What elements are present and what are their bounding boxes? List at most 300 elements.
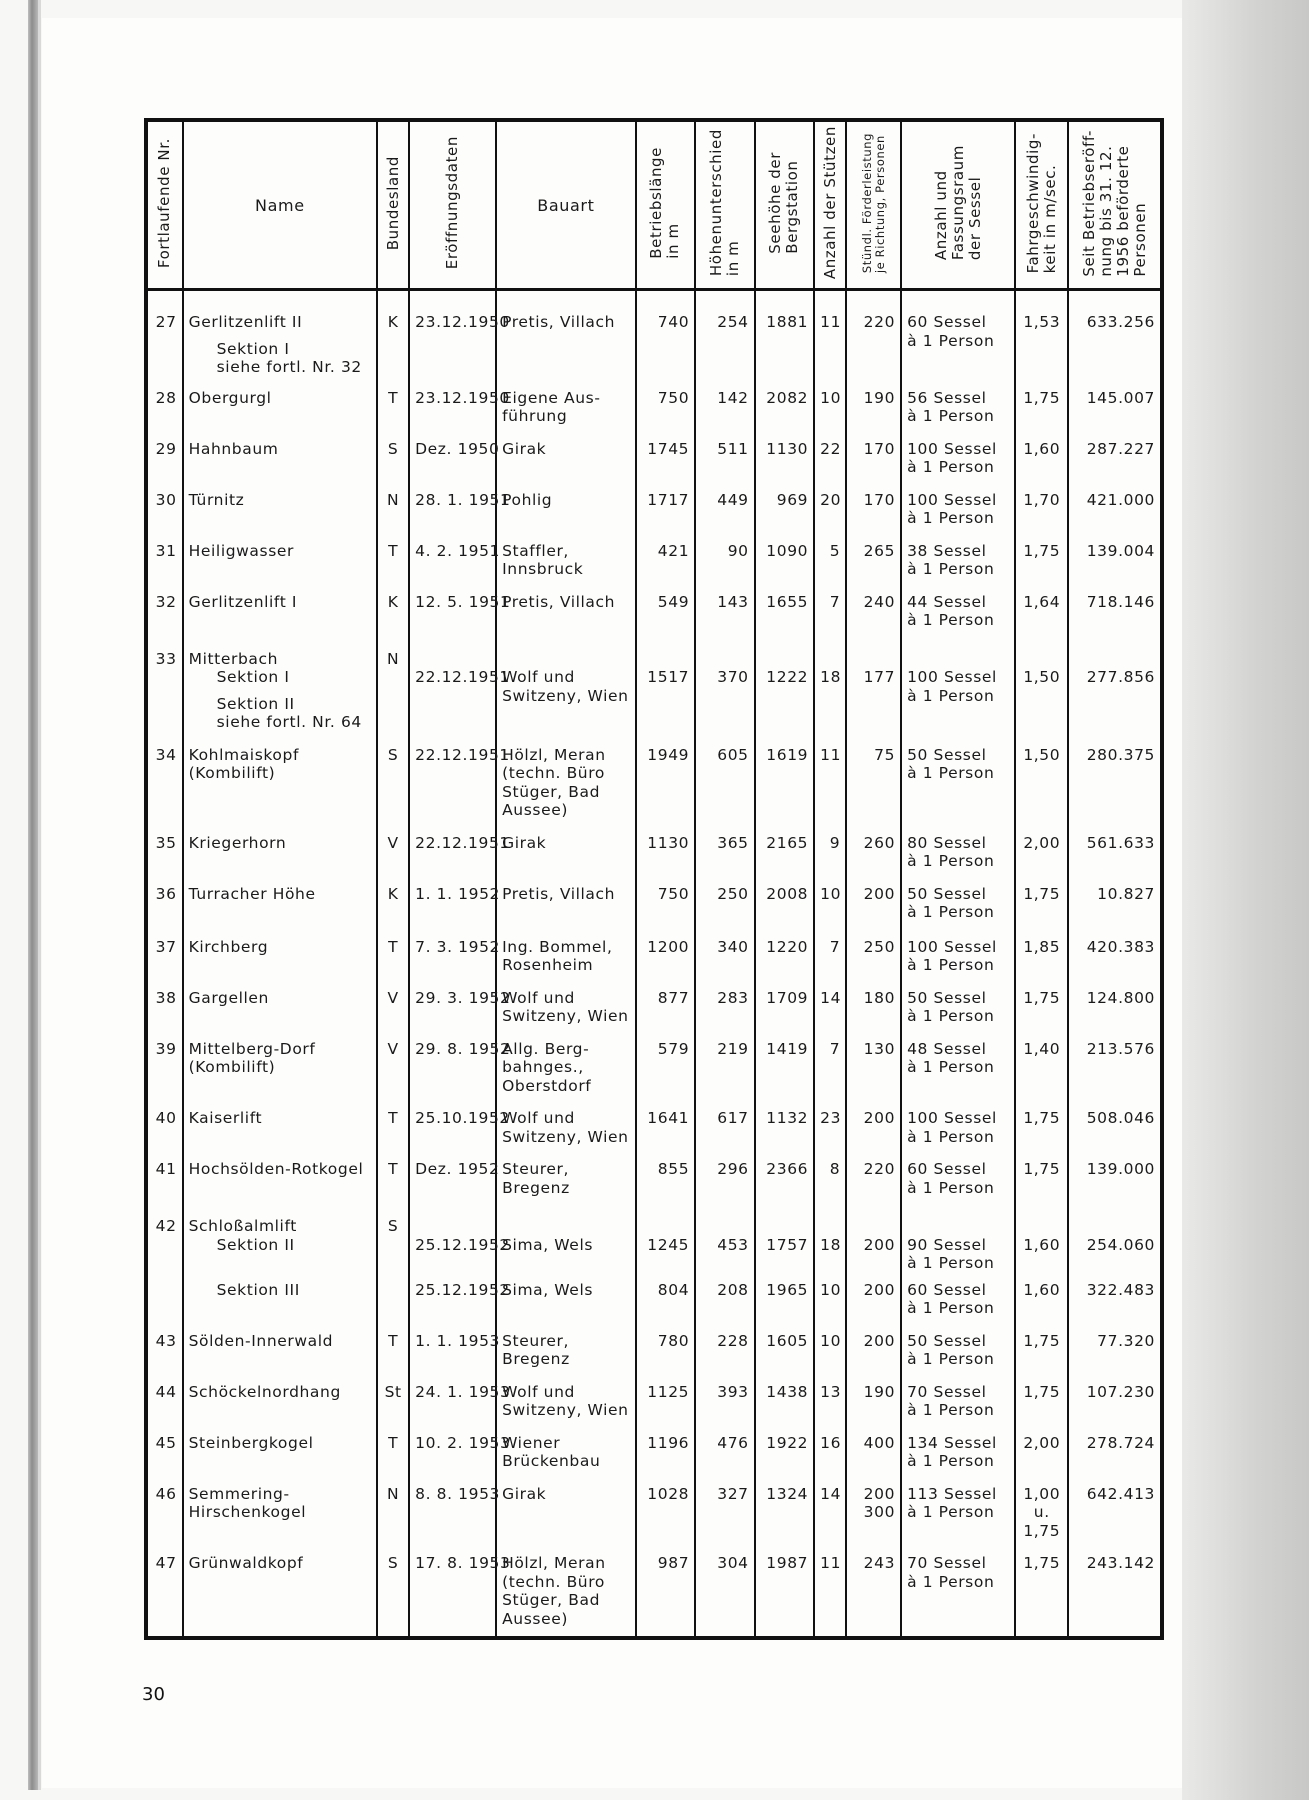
cell-eroeffnung <box>409 388 510 440</box>
cell-seehoehe <box>755 1383 814 1434</box>
height-diff-value: 449 <box>717 490 749 509</box>
cell-laenge <box>636 885 695 938</box>
cell-eroeffnung <box>409 833 510 885</box>
persons-transported: 139.004 <box>1086 541 1155 560</box>
cell-seehoehe <box>755 989 814 1040</box>
cell-laenge <box>636 593 695 650</box>
cell-bundesland <box>377 1040 409 1110</box>
persons-transported: 718.146 <box>1086 592 1155 611</box>
cell-persons <box>1068 1217 1162 1281</box>
cell-sessel <box>901 491 1015 542</box>
speed-value: 1,75 <box>1023 1382 1061 1401</box>
cell-foerder <box>846 1281 901 1332</box>
cell-bauart <box>496 1383 636 1434</box>
cell-laenge <box>636 1281 695 1332</box>
manufacturer: Oberstdorf <box>502 1076 592 1095</box>
length-value: 1641 <box>647 1109 690 1127</box>
cell-foerder <box>846 1109 901 1160</box>
cell-speed <box>1015 885 1068 938</box>
length-value: 804 <box>657 1280 690 1299</box>
chair-count: 60 Sessel <box>907 1280 987 1299</box>
height-diff-value: 142 <box>717 388 749 407</box>
cell-foerder <box>846 1434 901 1485</box>
cell-name <box>183 542 378 593</box>
cell-eroeffnung <box>409 1217 510 1281</box>
manufacturer: Rosenheim <box>502 956 594 974</box>
cell-nr <box>146 389 183 440</box>
next-page-edge <box>1182 0 1309 1800</box>
manufacturer: Wolf und <box>502 1382 575 1401</box>
hourly-capacity: 190 <box>863 1382 896 1401</box>
bundesland-code: S <box>387 745 399 764</box>
cell-name <box>183 1109 378 1160</box>
bundesland-code: K <box>387 592 399 611</box>
persons-transported: 280.375 <box>1086 745 1155 764</box>
book-binding-edge <box>28 0 38 1790</box>
cell-nr <box>146 1383 183 1434</box>
cell-bundesland <box>377 834 409 885</box>
cell-name <box>183 650 378 746</box>
cell-bauart <box>496 290 636 389</box>
cell-stuetzen <box>814 1332 846 1383</box>
cell-speed <box>1015 1160 1068 1217</box>
cell-hoehe <box>695 389 754 440</box>
speed-value: 1,75 <box>1023 1554 1061 1572</box>
height-diff-value: 327 <box>717 1484 749 1503</box>
height-diff-value: 90 <box>727 541 749 560</box>
table-row <box>146 290 1162 389</box>
chair-count: 70 Sessel <box>907 1382 987 1401</box>
cell-stuetzen <box>814 542 846 593</box>
cell-seehoehe <box>755 746 814 834</box>
persons-transported: 124.800 <box>1086 988 1155 1007</box>
chair-count: à 1 Person <box>907 686 995 705</box>
top-station-altitude: 1324 <box>766 1484 809 1503</box>
cell-stuetzen <box>814 746 846 834</box>
speed-value: 1,75 <box>1023 1160 1061 1178</box>
cell-seehoehe <box>755 650 814 746</box>
cell-stuetzen <box>814 440 846 491</box>
cell-name <box>183 1485 378 1555</box>
cell-sessel <box>901 1040 1015 1110</box>
manufacturer: Wolf und <box>502 668 575 686</box>
chair-count: à 1 Person <box>907 852 995 870</box>
cell-laenge <box>636 1434 695 1485</box>
hourly-capacity: 220 <box>863 313 896 331</box>
cell-sessel <box>901 389 1015 440</box>
cell-bundesland <box>377 593 409 650</box>
top-station-altitude: 1090 <box>766 541 809 560</box>
hourly-capacity: 180 <box>863 988 896 1007</box>
manufacturer: Allg. Berg- <box>502 1039 590 1058</box>
chair-count: 134 Sessel <box>907 1433 997 1452</box>
pylon-count: 14 <box>820 1484 842 1503</box>
cell-eroeffnung <box>409 1382 511 1434</box>
manufacturer: Steurer, <box>502 1160 570 1178</box>
cell-sessel <box>901 440 1015 491</box>
cell-stuetzen <box>814 1434 846 1485</box>
chair-count: 56 Sessel <box>907 388 987 407</box>
cell-bauart <box>496 593 636 650</box>
chair-count: à 1 Person <box>907 1058 995 1076</box>
row-number: 30 <box>155 490 177 509</box>
cell-hoehe <box>695 1485 754 1555</box>
lift-name: Hirschenkogel <box>188 1503 307 1521</box>
cell-persons <box>1068 1434 1162 1485</box>
length-value: 1517 <box>647 668 690 686</box>
row-number: 41 <box>155 1160 177 1178</box>
cell-bundesland <box>377 746 409 834</box>
pylon-count: 10 <box>820 388 842 407</box>
chair-count: à 1 Person <box>907 611 995 629</box>
lift-name: Mitterbach <box>188 649 279 668</box>
chair-count: à 1 Person <box>907 560 995 578</box>
cell-name <box>183 1040 378 1110</box>
lift-name: Kirchberg <box>188 937 269 956</box>
cross-reference-note: Sektion II <box>216 694 295 713</box>
cell-foerder <box>846 1160 901 1217</box>
height-diff-value: 296 <box>717 1160 749 1178</box>
hourly-capacity: 190 <box>863 388 896 407</box>
chair-count: à 1 Person <box>907 407 995 425</box>
opening-date: 23.12.1950 <box>415 313 510 331</box>
row-number: 27 <box>155 313 177 331</box>
cell-bauart <box>496 1332 636 1383</box>
cell-foerder <box>846 1485 901 1555</box>
cell-nr <box>146 989 183 1040</box>
cell-persons <box>1068 1109 1162 1160</box>
manufacturer: Wiener <box>502 1433 561 1452</box>
header-nr-label: Fortlaufende Nr. <box>155 137 174 269</box>
cell-stuetzen <box>814 1281 846 1332</box>
row-number: 40 <box>155 1109 177 1127</box>
speed-value: 1,75 <box>1023 1521 1061 1540</box>
cell-bundesland <box>377 650 409 746</box>
bundesland-code: V <box>387 833 399 852</box>
cell-hoehe <box>695 1040 754 1110</box>
cell-laenge <box>636 1383 695 1434</box>
bundesland-code: V <box>387 988 399 1007</box>
cell-bauart <box>496 1160 636 1217</box>
header-bauart-label: Bauart <box>537 195 595 215</box>
cell-sessel <box>901 1383 1015 1434</box>
table-row <box>146 1554 1162 1638</box>
header-laenge-label: Betriebslänge in m <box>647 147 683 259</box>
pylon-count: 7 <box>829 592 841 611</box>
speed-value: 1,50 <box>1023 668 1061 686</box>
lift-name: Heiligwasser <box>188 541 294 560</box>
cell-persons <box>1068 1383 1162 1434</box>
row-number: 36 <box>155 884 177 903</box>
cell-seehoehe <box>755 1332 814 1383</box>
cell-bauart <box>496 1485 636 1555</box>
bundesland-code: S <box>387 439 399 458</box>
cell-seehoehe <box>755 885 814 938</box>
chair-count: à 1 Person <box>907 1007 995 1025</box>
cell-sessel <box>901 1332 1015 1383</box>
top-station-altitude: 1922 <box>766 1433 809 1452</box>
manufacturer: Innsbruck <box>502 560 584 578</box>
header-foerder <box>846 120 901 290</box>
opening-date: 28. 1. 1951 <box>415 490 511 509</box>
cell-hoehe <box>695 593 754 650</box>
pylon-count: 11 <box>820 745 842 764</box>
speed-value: 1,60 <box>1023 1235 1061 1254</box>
top-station-altitude: 1987 <box>766 1554 809 1572</box>
manufacturer: Hölzl, Meran <box>502 745 606 764</box>
height-diff-value: 365 <box>717 833 749 852</box>
row-number: 35 <box>155 833 177 852</box>
cell-seehoehe <box>755 290 814 389</box>
cell-laenge <box>636 1160 695 1217</box>
cell-laenge <box>636 989 695 1040</box>
cell-nr <box>146 746 183 834</box>
header-laenge <box>636 120 695 290</box>
cell-bauart <box>496 938 636 989</box>
cell-hoehe <box>695 989 754 1040</box>
length-value: 1125 <box>647 1382 690 1401</box>
table-row <box>146 989 1162 1040</box>
speed-value: 1,70 <box>1023 490 1061 509</box>
length-value: 750 <box>657 884 690 903</box>
chair-count: 100 Sessel <box>907 937 997 956</box>
pylon-count: 9 <box>829 833 841 852</box>
opening-date: 22.12.1951 <box>415 833 510 852</box>
cell-laenge <box>636 1217 695 1281</box>
length-value: 1717 <box>647 490 690 509</box>
page-number: 30 <box>142 1684 165 1705</box>
cell-bundesland <box>377 440 409 491</box>
hourly-capacity: 200 <box>863 1331 896 1350</box>
cell-bauart <box>496 1217 636 1281</box>
cell-seehoehe <box>755 440 814 491</box>
cell-foerder <box>846 650 901 746</box>
opening-date: 10. 2. 1953 <box>415 1433 511 1452</box>
pylon-count: 18 <box>820 1235 842 1254</box>
cell-name <box>183 989 378 1040</box>
row-number: 32 <box>155 592 177 611</box>
cell-persons <box>1068 389 1162 440</box>
manufacturer: Hölzl, Meran <box>502 1554 606 1572</box>
manufacturer: Girak <box>502 1484 547 1503</box>
cell-eroeffnung <box>409 1280 510 1332</box>
opening-date: 23.12.1950 <box>415 388 510 407</box>
cell-speed <box>1015 989 1068 1040</box>
header-stuetzen <box>814 120 846 290</box>
table-row <box>146 1485 1162 1555</box>
cell-eroeffnung <box>409 745 510 834</box>
manufacturer: Wolf und <box>502 1109 575 1127</box>
table-row <box>146 938 1162 989</box>
cell-hoehe <box>695 938 754 989</box>
cell-stuetzen <box>814 389 846 440</box>
opening-date: 8. 8. 1953 <box>415 1484 501 1503</box>
cell-stuetzen <box>814 1217 846 1281</box>
lift-name: Schloßalmlift <box>188 1217 297 1235</box>
persons-transported: 10.827 <box>1097 884 1155 903</box>
cell-hoehe <box>695 1434 754 1485</box>
cross-reference-note: Sektion I <box>216 339 290 358</box>
lift-name: Kriegerhorn <box>188 833 287 852</box>
cell-persons <box>1068 650 1162 746</box>
cell-eroeffnung <box>409 290 510 389</box>
manufacturer: Pohlig <box>502 490 553 509</box>
pylon-count: 5 <box>829 541 841 560</box>
cell-sessel <box>901 1109 1015 1160</box>
table-header <box>146 120 1162 290</box>
chair-count: 70 Sessel <box>907 1554 987 1572</box>
pylon-count: 13 <box>820 1382 842 1401</box>
chair-count: 90 Sessel <box>907 1235 987 1254</box>
hourly-capacity: 243 <box>863 1554 896 1572</box>
cell-name <box>183 1383 378 1434</box>
chair-count: 50 Sessel <box>907 1331 987 1350</box>
bundesland-code: T <box>388 1331 399 1350</box>
cell-persons <box>1068 1281 1162 1332</box>
cell-name <box>183 1217 378 1281</box>
speed-value: u. <box>1033 1503 1050 1521</box>
manufacturer: Brückenbau <box>502 1452 601 1470</box>
cell-laenge <box>636 746 695 834</box>
bundesland-code: T <box>388 1433 399 1452</box>
hourly-capacity: 250 <box>863 937 896 956</box>
cell-foerder <box>846 938 901 989</box>
table-row <box>146 1332 1162 1383</box>
height-diff-value: 370 <box>717 668 749 686</box>
cell-bauart <box>496 491 636 542</box>
cell-foerder <box>846 491 901 542</box>
manufacturer: Switzeny, Wien <box>502 1401 629 1419</box>
pylon-count: 20 <box>820 490 842 509</box>
cell-speed <box>1015 1040 1068 1110</box>
cell-bauart <box>496 1109 636 1160</box>
table-row <box>146 1040 1162 1110</box>
row-number: 37 <box>155 937 177 956</box>
cell-bundesland <box>377 290 409 389</box>
row-number: 34 <box>155 745 177 764</box>
manufacturer: Wolf und <box>502 988 575 1007</box>
header-hoehe <box>695 120 754 290</box>
cell-name <box>183 491 378 542</box>
cell-nr <box>146 491 183 542</box>
cell-sessel <box>901 1485 1015 1555</box>
manufacturer: Sima, Wels <box>502 1235 594 1254</box>
chair-count: 100 Sessel <box>907 1109 997 1127</box>
cell-name <box>183 834 378 885</box>
lift-name: Kaiserlift <box>188 1109 263 1127</box>
cell-bundesland <box>377 491 409 542</box>
top-station-altitude: 2366 <box>766 1160 809 1178</box>
manufacturer: Ing. Bommel, <box>502 937 613 956</box>
cell-seehoehe <box>755 1281 814 1332</box>
cell-hoehe <box>695 1109 754 1160</box>
manufacturer: Stüger, Bad <box>502 1591 601 1609</box>
cell-foerder <box>846 1040 901 1110</box>
cell-foerder <box>846 593 901 650</box>
pylon-count: 11 <box>820 313 842 331</box>
section-label: Sektion I <box>216 668 290 686</box>
cell-foerder <box>846 1332 901 1383</box>
hourly-capacity: 220 <box>863 1160 896 1178</box>
chair-count: à 1 Person <box>907 1254 995 1272</box>
persons-transported: 254.060 <box>1086 1235 1155 1254</box>
header-bundesland <box>377 120 409 290</box>
pylon-count: 18 <box>820 668 842 686</box>
top-station-altitude: 1709 <box>766 988 809 1007</box>
cell-hoehe <box>695 491 754 542</box>
cell-name <box>183 1281 378 1332</box>
cell-nr <box>146 1160 183 1217</box>
chair-count: 50 Sessel <box>907 988 987 1007</box>
height-diff-value: 393 <box>717 1382 749 1401</box>
bundesland-code: K <box>387 313 399 331</box>
length-value: 877 <box>657 988 690 1007</box>
cell-persons <box>1068 1160 1162 1217</box>
cell-persons <box>1068 593 1162 650</box>
opening-date: 7. 3. 1952 <box>415 937 501 956</box>
top-station-altitude: 1757 <box>766 1235 809 1254</box>
speed-value: 1,85 <box>1023 937 1061 956</box>
manufacturer: (techn. Büro <box>502 764 605 782</box>
cell-foerder <box>846 1217 901 1281</box>
cell-name <box>183 593 378 650</box>
cell-bundesland <box>377 989 409 1040</box>
cell-hoehe <box>695 885 754 938</box>
cell-stuetzen <box>814 1109 846 1160</box>
chair-count: à 1 Person <box>907 903 995 921</box>
cell-stuetzen <box>814 1160 846 1217</box>
cell-hoehe <box>695 834 754 885</box>
chair-count: à 1 Person <box>907 1401 995 1419</box>
cell-sessel <box>901 1554 1015 1638</box>
manufacturer: Pretis, Villach <box>502 884 616 903</box>
speed-value: 1,75 <box>1023 388 1061 407</box>
speed-value: 1,75 <box>1023 988 1061 1007</box>
pylon-count: 14 <box>820 988 842 1007</box>
speed-value: 1,64 <box>1023 592 1061 611</box>
chair-count: 38 Sessel <box>907 541 987 560</box>
cell-speed <box>1015 834 1068 885</box>
cell-hoehe <box>695 650 754 746</box>
length-value: 1200 <box>647 937 690 956</box>
chair-count: à 1 Person <box>907 1299 995 1317</box>
opening-date: Dez. 1952 <box>415 1160 500 1178</box>
manufacturer: Stüger, Bad <box>502 782 601 801</box>
cell-bauart <box>496 746 636 834</box>
cell-nr <box>146 938 183 989</box>
cell-eroeffnung <box>409 1554 511 1638</box>
table-row <box>146 542 1162 593</box>
cell-bauart <box>496 542 636 593</box>
cell-name <box>183 440 378 491</box>
cell-hoehe <box>695 1332 754 1383</box>
cell-speed <box>1015 542 1068 593</box>
header-eroeffnung-label: Eröffnungsdaten <box>443 136 462 270</box>
persons-transported: 277.856 <box>1086 668 1155 686</box>
manufacturer: Bregenz <box>502 1178 570 1197</box>
cell-bauart <box>496 1434 636 1485</box>
height-diff-value: 617 <box>717 1109 749 1127</box>
cell-laenge <box>636 1109 695 1160</box>
cell-sessel <box>901 593 1015 650</box>
cell-nr <box>146 440 183 491</box>
manufacturer: Pretis, Villach <box>502 313 616 331</box>
cell-stuetzen <box>814 1554 846 1638</box>
hourly-capacity: 200 <box>863 1109 896 1127</box>
cell-speed <box>1015 938 1068 989</box>
opening-date: 12. 5. 1951 <box>415 592 511 611</box>
top-station-altitude: 1222 <box>766 668 809 686</box>
